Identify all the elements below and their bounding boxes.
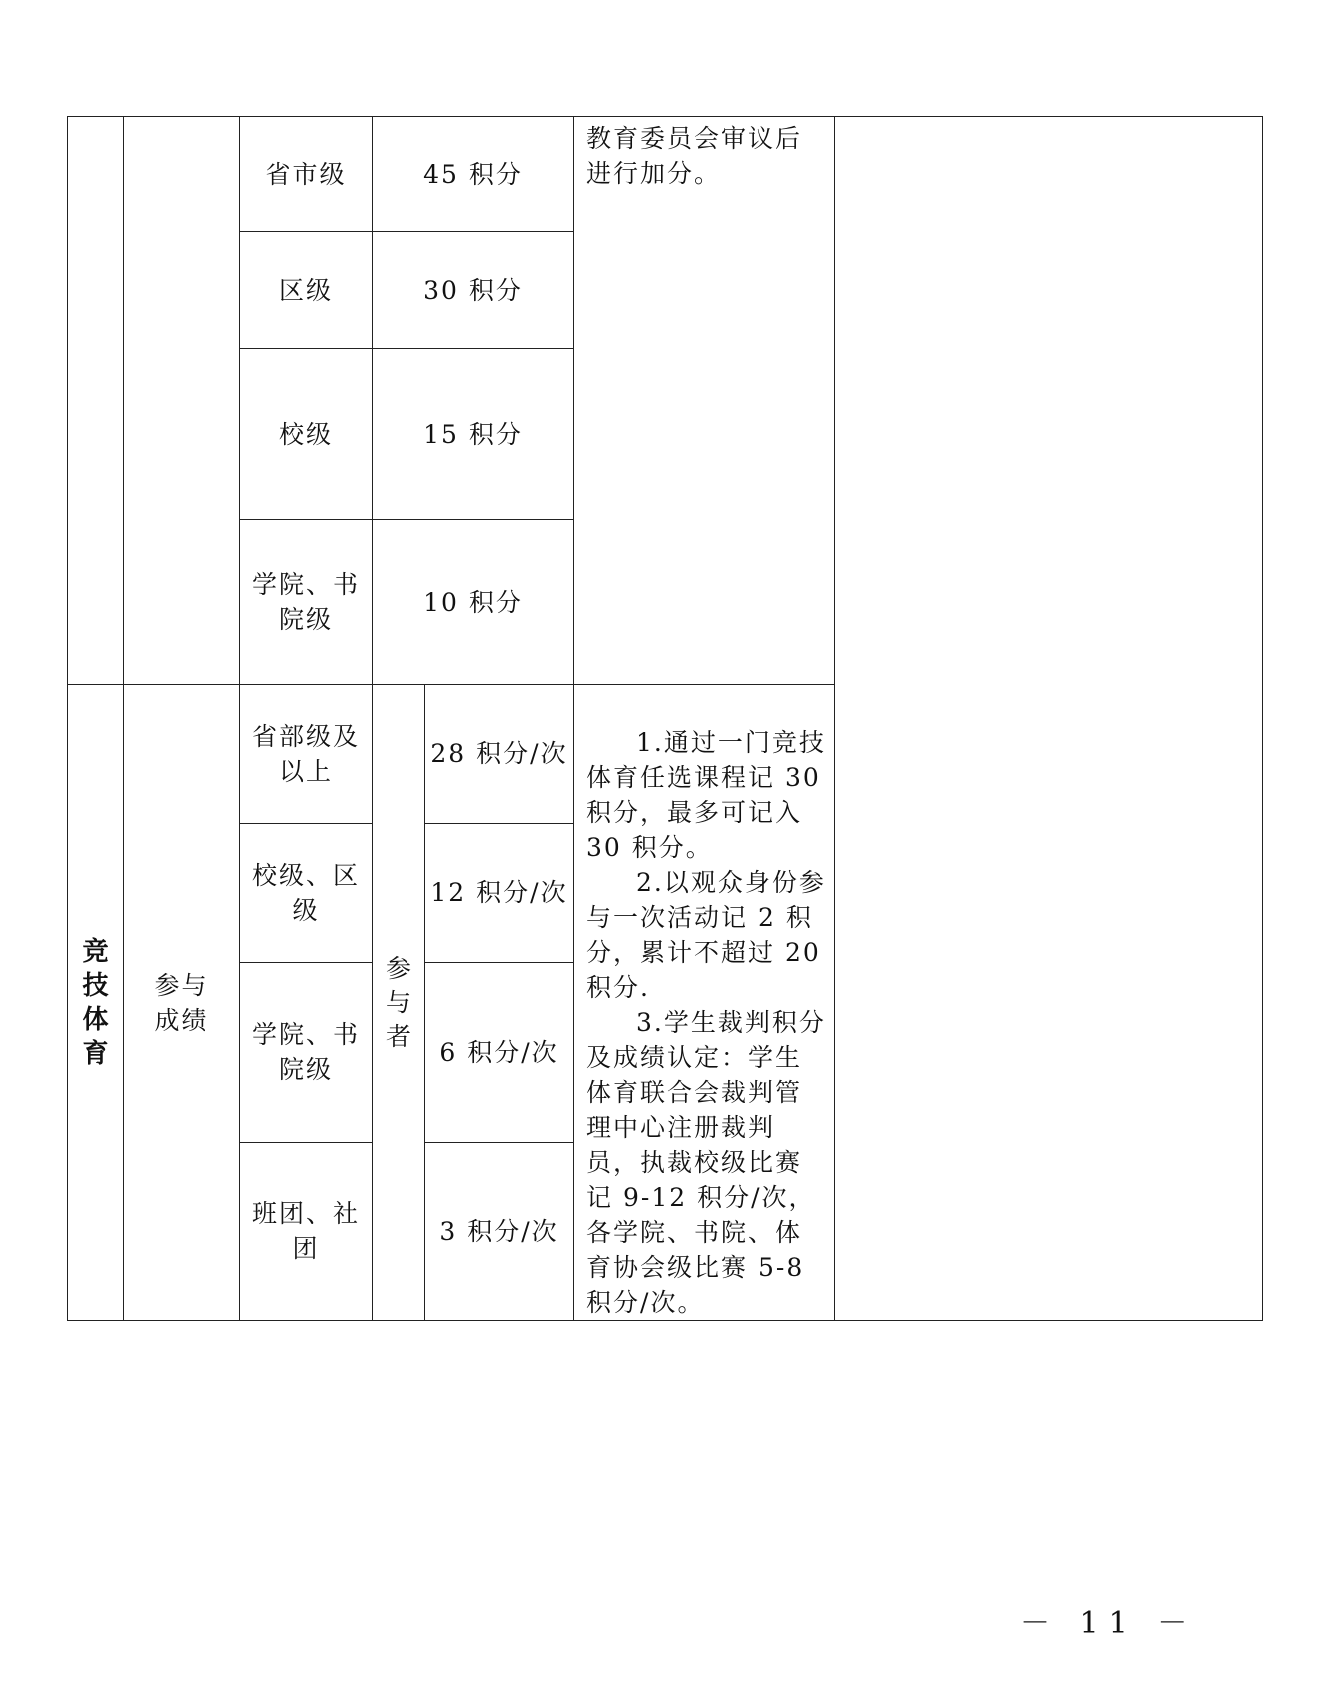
- note-paragraph: 1.通过一门竞技体育任选课程记 30 积分，最多可记入 30 积分。: [586, 728, 826, 862]
- level-label: 校级、区级: [251, 860, 360, 925]
- note-paragraph: 3.学生裁判积分及成绩认定：学生体育联合会裁判管理中心注册裁判员，执裁校级比赛记 9-12 积分/次，各学院、书院、体育协会级比赛 5-8 积分/次。: [586, 1008, 826, 1317]
- points-cell: [425, 685, 574, 824]
- level-label: 校级: [278, 419, 333, 449]
- role-label: 参与者: [386, 953, 414, 1051]
- points-value: 3 积分/次: [439, 1216, 559, 1246]
- points-value: 12 积分/次: [430, 878, 568, 908]
- points-cell: [425, 1142, 574, 1320]
- note-paragraph: 2.以观众身份参与一次活动记 2 积分，累计不超过 20 积分.: [586, 868, 826, 1002]
- points-value: 15 积分: [423, 419, 523, 449]
- level-label: 学院、书院级: [251, 1020, 360, 1085]
- points-cell: [373, 232, 574, 349]
- level-cell: [240, 823, 373, 962]
- upper-note-text: 教育委员会审议后进行加分。: [586, 124, 803, 188]
- category-label: 竞技体育: [82, 936, 111, 1069]
- points-value: 10 积分: [423, 587, 523, 617]
- points-cell: [373, 349, 574, 520]
- level-cell: [240, 232, 373, 349]
- page-number: － 11 －: [1020, 1606, 1198, 1641]
- points-value: 6 积分/次: [439, 1037, 559, 1067]
- category-cell: [68, 685, 124, 1321]
- upper-note-cell: [574, 117, 835, 685]
- points-cell: [373, 117, 574, 232]
- points-cell: [425, 823, 574, 962]
- item-cell: [124, 685, 240, 1321]
- score-table: [67, 116, 1263, 1321]
- remarks-cell-empty: [835, 117, 1263, 1321]
- level-label: 区级: [278, 275, 333, 305]
- table-row: [68, 117, 1263, 232]
- level-cell: [240, 685, 373, 824]
- level-cell: [240, 117, 373, 232]
- level-cell: [240, 962, 373, 1142]
- level-cell: [240, 349, 373, 520]
- level-label: 学院、书院级: [251, 570, 360, 634]
- item-label: 参与成绩: [154, 970, 209, 1035]
- level-label: 省部级及以上: [251, 721, 360, 786]
- points-value: 45 积分: [423, 159, 523, 189]
- points-value: 30 积分: [423, 275, 523, 305]
- points-value: 28 积分/次: [430, 739, 568, 769]
- points-cell: [373, 520, 574, 685]
- category-cell-empty: [68, 117, 124, 685]
- points-cell: [425, 962, 574, 1142]
- lower-notes-cell: [574, 685, 835, 1321]
- level-label: 省市级: [265, 159, 347, 189]
- level-cell: [240, 520, 373, 685]
- level-cell: [240, 1142, 373, 1320]
- item-cell-empty: [124, 117, 240, 685]
- role-cell: [373, 685, 425, 1321]
- level-label: 班团、社团: [251, 1199, 360, 1264]
